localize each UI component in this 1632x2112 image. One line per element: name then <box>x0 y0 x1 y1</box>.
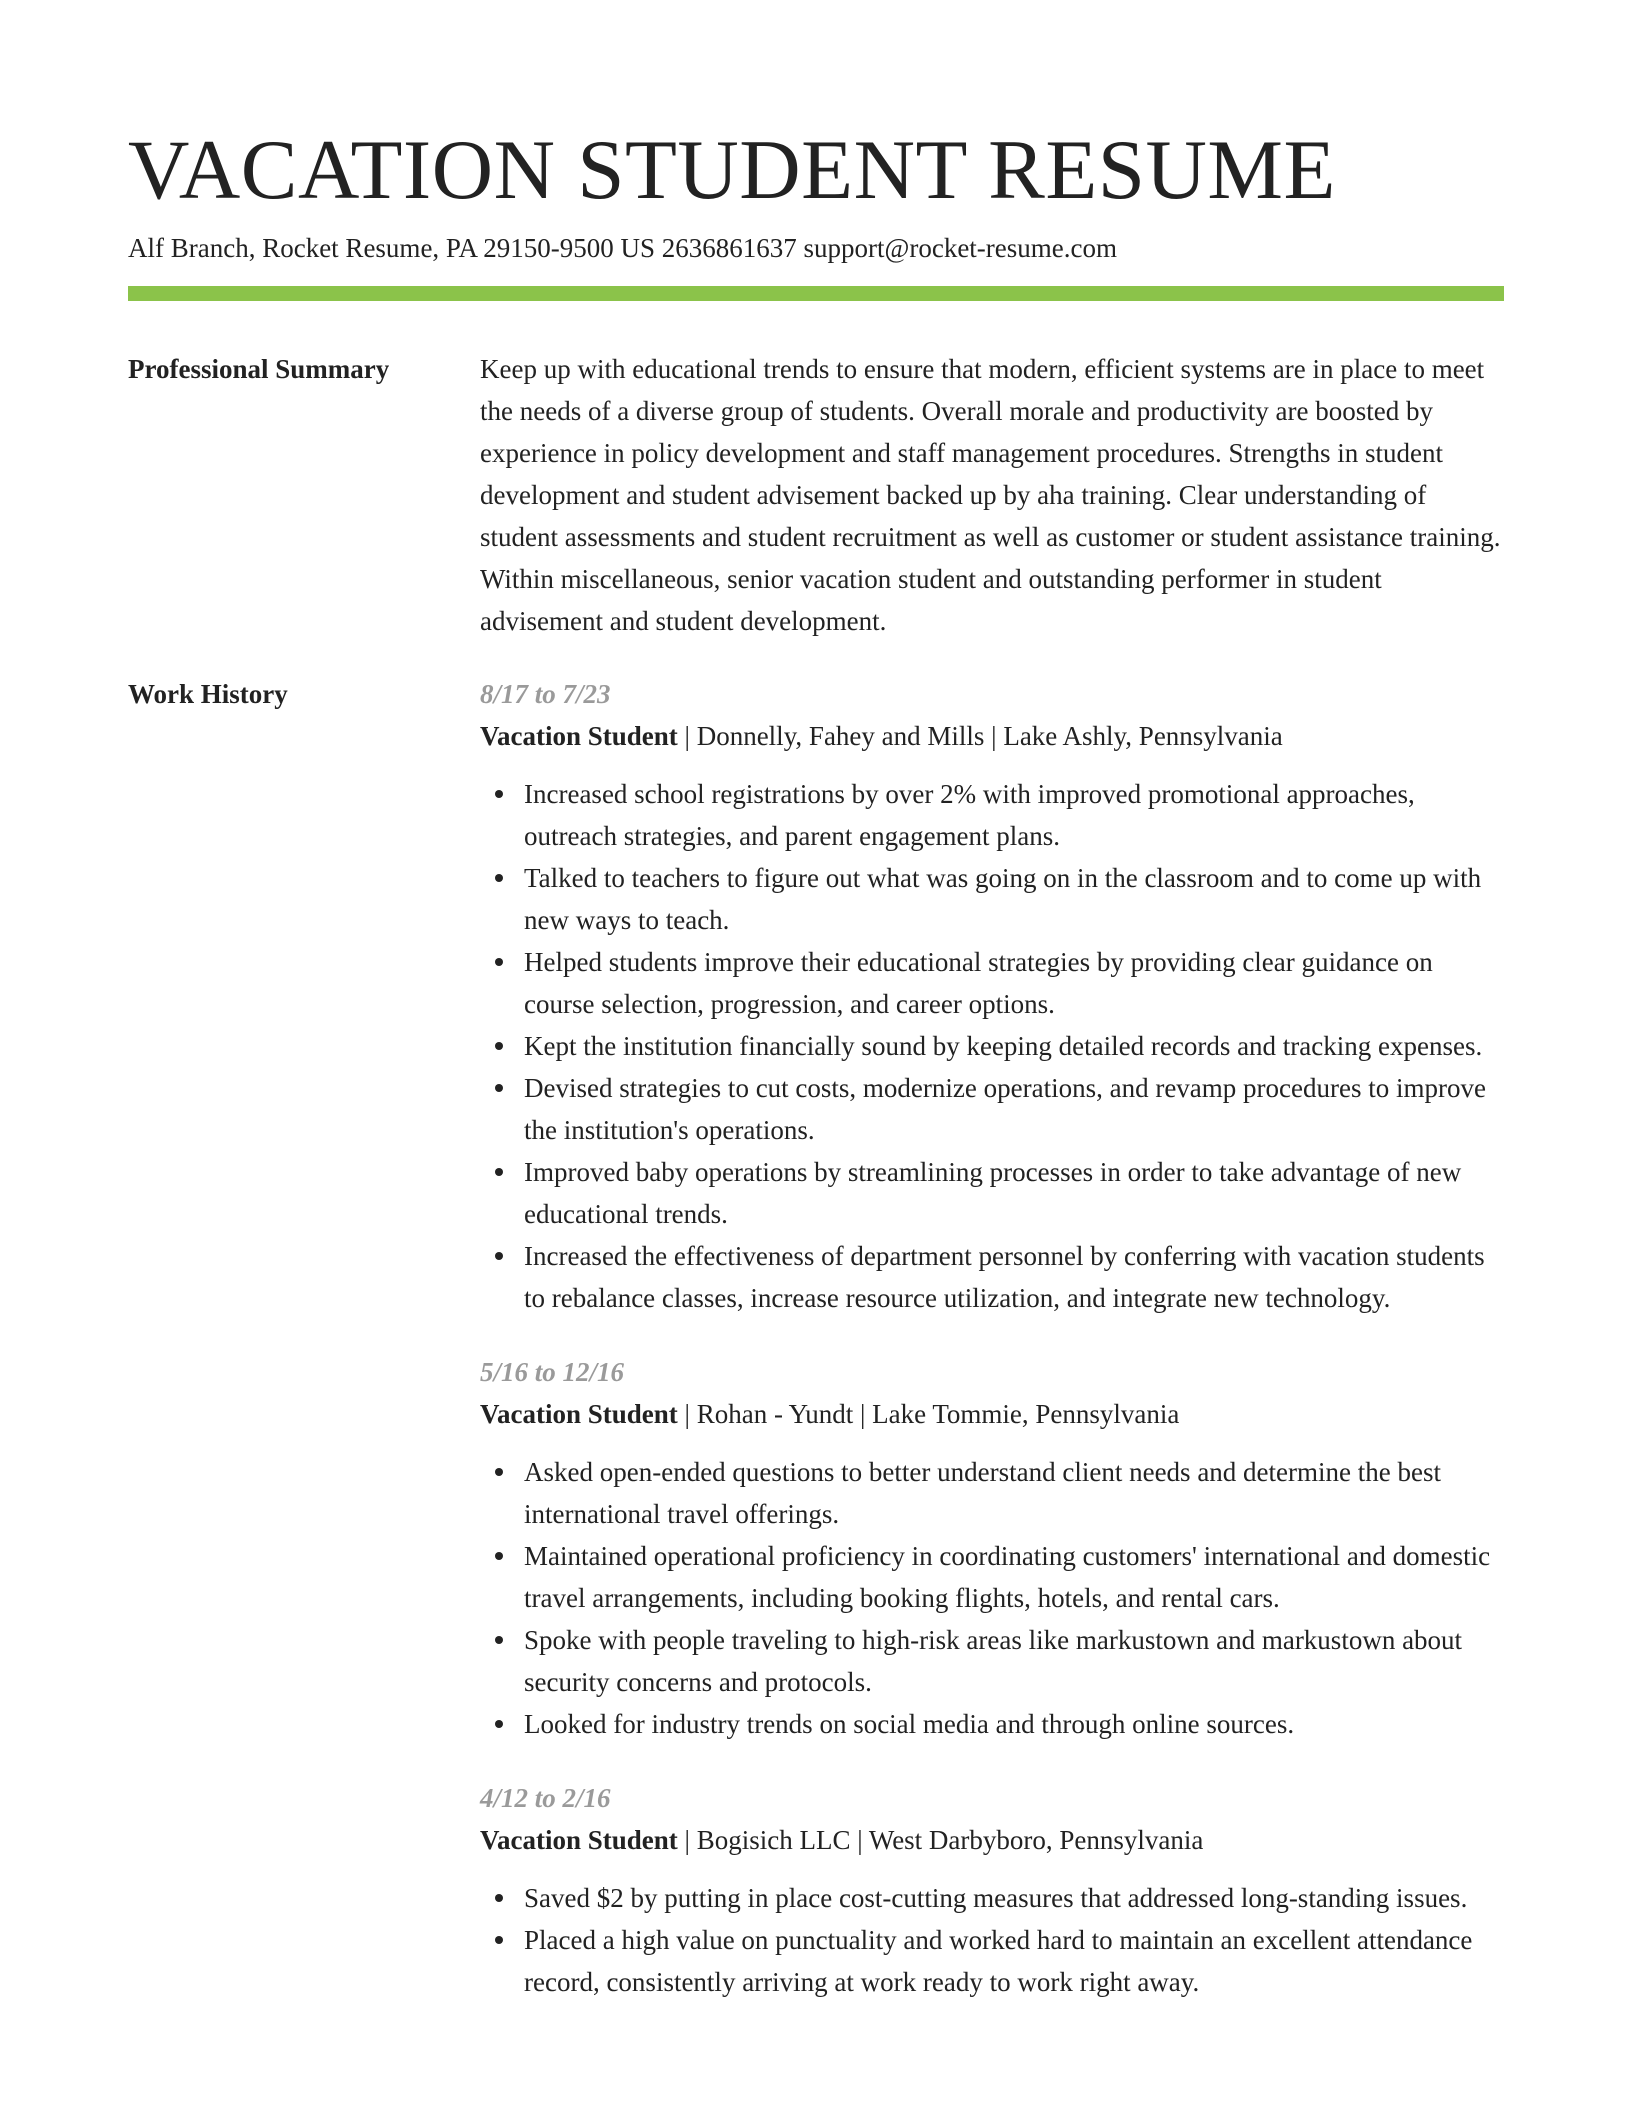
job-bullet: Increased school registrations by over 2% with improved promotional approaches, outreach strategies, and parent engagement plans. <box>524 773 1504 857</box>
job-title: Vacation Student <box>480 1399 678 1429</box>
job-bullet: Increased the effectiveness of department personnel by conferring with vacation students to rebalance classes, increase resource utilization, and integrate new technology. <box>524 1235 1504 1319</box>
section-label-summary: Professional Summary <box>128 354 390 384</box>
job-bullet: Looked for industry trends on social media and through online sources. <box>524 1703 1504 1745</box>
job-bullet: Kept the institution financially sound by keeping detailed records and tracking expenses. <box>524 1025 1504 1067</box>
job-details: | Rohan - Yundt | Lake Tommie, Pennsylvania <box>677 1399 1180 1429</box>
job-bullet: Maintained operational proficiency in coordinating customers' international and domestic travel arrangements, including booking flights, hotels, and rental cars. <box>524 1535 1504 1619</box>
work-history-body <box>480 673 1504 2035</box>
job-bullet: Saved $2 by putting in place cost-cutting measures that addressed long-standing issues. <box>524 1877 1504 1919</box>
job-heading <box>480 1393 1504 1435</box>
job-bullet-list <box>480 1877 1504 2003</box>
job-bullet-list <box>480 1451 1504 1745</box>
job-bullet: Asked open-ended questions to better understand client needs and determine the best international travel offerings. <box>524 1451 1504 1535</box>
job-bullet: Spoke with people traveling to high-risk areas like markustown and markustown about security concerns and protocols. <box>524 1619 1504 1703</box>
job-details: | Donnelly, Fahey and Mills | Lake Ashly, Pennsylvania <box>677 721 1283 751</box>
section-label-work-history: Work History <box>128 679 288 709</box>
job-entry <box>480 673 1504 1319</box>
job-title: Vacation Student <box>480 721 678 751</box>
job-bullet: Talked to teachers to figure out what was going on in the classroom and to come up with new ways to teach. <box>524 857 1504 941</box>
job-bullet: Placed a high value on punctuality and worked hard to maintain an excellent attendance record, consistently arriving at work ready to work right away. <box>524 1919 1504 2003</box>
job-dates: 4/12 to 2/16 <box>480 1783 611 1813</box>
job-title: Vacation Student <box>480 1825 678 1855</box>
job-details: | Bogisich LLC | West Darbyboro, Pennsylvania <box>677 1825 1204 1855</box>
job-heading <box>480 1819 1504 1861</box>
job-bullet: Helped students improve their educational strategies by providing clear guidance on course selection, progression, and career options. <box>524 941 1504 1025</box>
job-bullet: Improved baby operations by streamlining processes in order to take advantage of new educational trends. <box>524 1151 1504 1235</box>
job-entry <box>480 1351 1504 1745</box>
job-heading <box>480 715 1504 757</box>
job-entry <box>480 1777 1504 2003</box>
job-dates: 5/16 to 12/16 <box>480 1357 625 1387</box>
resume-title: VACATION STUDENT RESUME <box>128 123 1336 217</box>
summary-body <box>480 348 1504 642</box>
contact-line: Alf Branch, Rocket Resume, PA 29150-9500 US 2636861637 support@rocket-resume.com <box>128 233 1117 263</box>
job-bullet: Devised strategies to cut costs, modernize operations, and revamp procedures to improve the institution's operations. <box>524 1067 1504 1151</box>
accent-divider <box>128 286 1504 301</box>
job-bullet-list <box>480 773 1504 1319</box>
job-dates: 8/17 to 7/23 <box>480 679 611 709</box>
summary-text: Keep up with educational trends to ensure that modern, efficient systems are in place to meet the needs of a diverse group of students. Overall morale and productivity are boosted by experience in policy development and staff management procedures. Strengths in student development and student advisement backed up by aha training. Clear understanding of student assessments and student recruitment as well as customer or student assistance training. Within miscellaneous, senior vacation student and outstanding performer in student advisement and student development. <box>480 354 1501 636</box>
